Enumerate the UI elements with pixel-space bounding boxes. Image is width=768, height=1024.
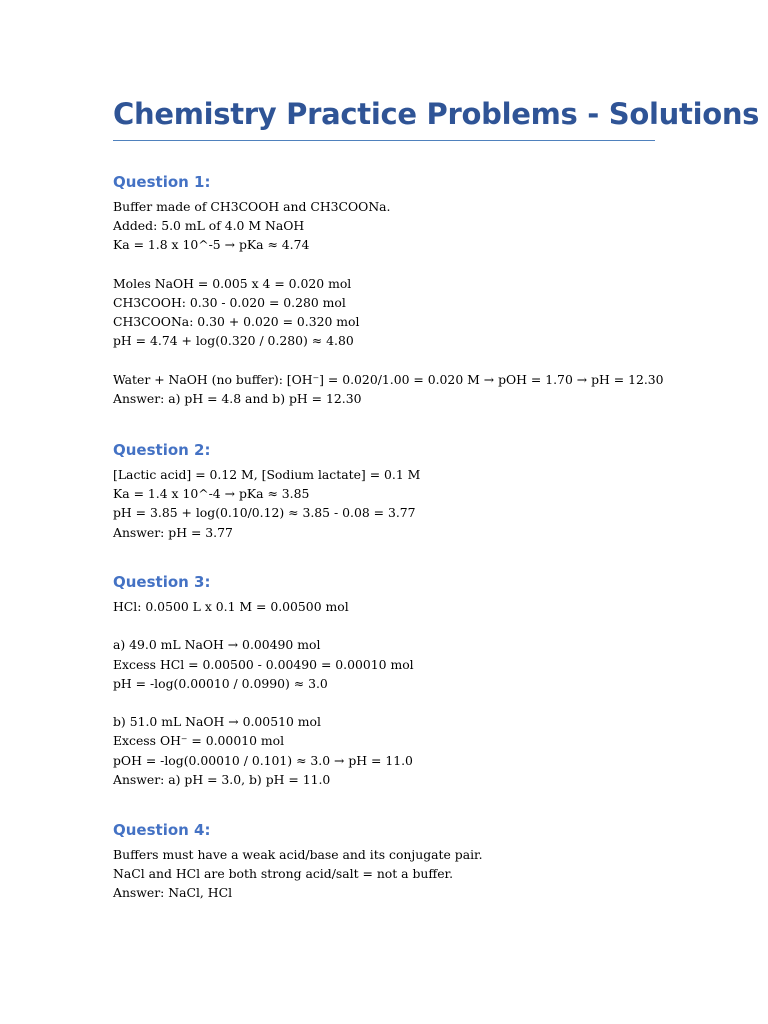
- question-heading: Question 2:: [113, 441, 211, 459]
- paragraph-spacer: [113, 351, 655, 370]
- solution-line: pH = 4.74 + log(0.320 / 0.280) ≈ 4.80: [113, 333, 354, 349]
- solution-line: Ka = 1.4 x 10^-4 → pKa ≈ 3.85: [113, 486, 310, 502]
- question-heading: Question 4:: [113, 821, 211, 839]
- solution-line: pOH = -log(0.00010 / 0.101) ≈ 3.0 → pH = 11.0: [113, 752, 413, 768]
- solution-line: Excess OH⁻ = 0.00010 mol: [113, 733, 285, 749]
- solution-line: Excess HCl = 0.00500 - 0.00490 = 0.00010 mol: [113, 656, 414, 672]
- document-page: [113, 92, 760, 901]
- paragraph-spacer: [113, 616, 655, 635]
- paragraph-spacer: [113, 693, 655, 712]
- question-section: [113, 819, 655, 903]
- solution-line: Buffer made of CH3COOH and CH3COONa.: [113, 199, 391, 214]
- paragraph-spacer: [113, 255, 655, 274]
- solution-line: b) 51.0 mL NaOH → 0.00510 mol: [113, 714, 321, 730]
- solution-line: Water + NaOH (no buffer): [OH⁻] = 0.020/1.00 = 0.020 M → pOH = 1.70 → pH = 12.30: [113, 371, 664, 387]
- solution-line: Ka = 1.8 x 10^-5 → pKa ≈ 4.74: [113, 237, 310, 253]
- solution-line: Answer: a) pH = 3.0, b) pH = 11.0: [113, 771, 331, 787]
- solution-line: CH3COOH: 0.30 - 0.020 = 0.280 mol: [113, 294, 346, 310]
- solution-line: NaCl and HCl are both strong acid/salt = not a buffer.: [113, 866, 454, 882]
- page-title: Chemistry Practice Problems - Solutions: [113, 92, 655, 141]
- solution-line: Buffers must have a weak acid/base and its conjugate pair.: [113, 847, 483, 862]
- solution-line: Added: 5.0 mL of 4.0 M NaOH: [113, 218, 305, 234]
- solution-line: Moles NaOH = 0.005 x 4 = 0.020 mol: [113, 275, 352, 291]
- solution-line: [Lactic acid] = 0.12 M, [Sodium lactate] = 0.1 M: [113, 467, 421, 482]
- question-section: [113, 439, 655, 542]
- solution-line: HCl: 0.0500 L x 0.1 M = 0.00500 mol: [113, 599, 349, 614]
- question-section: [113, 571, 655, 789]
- question-heading: Question 1:: [113, 173, 211, 191]
- solution-line: pH = -log(0.00010 / 0.0990) ≈ 3.0: [113, 675, 328, 691]
- solution-line: Answer: NaCl, HCl: [113, 885, 233, 901]
- solution-line: CH3COONa: 0.30 + 0.020 = 0.320 mol: [113, 314, 360, 330]
- question-section: [113, 171, 664, 408]
- solution-line: Answer: pH = 3.77: [113, 524, 233, 540]
- solution-line: Answer: a) pH = 4.8 and b) pH = 12.30: [113, 390, 362, 406]
- solution-line: pH = 3.85 + log(0.10/0.12) ≈ 3.85 - 0.08 = 3.77: [113, 505, 416, 521]
- solution-line: a) 49.0 mL NaOH → 0.00490 mol: [113, 637, 321, 653]
- question-heading: Question 3:: [113, 573, 211, 591]
